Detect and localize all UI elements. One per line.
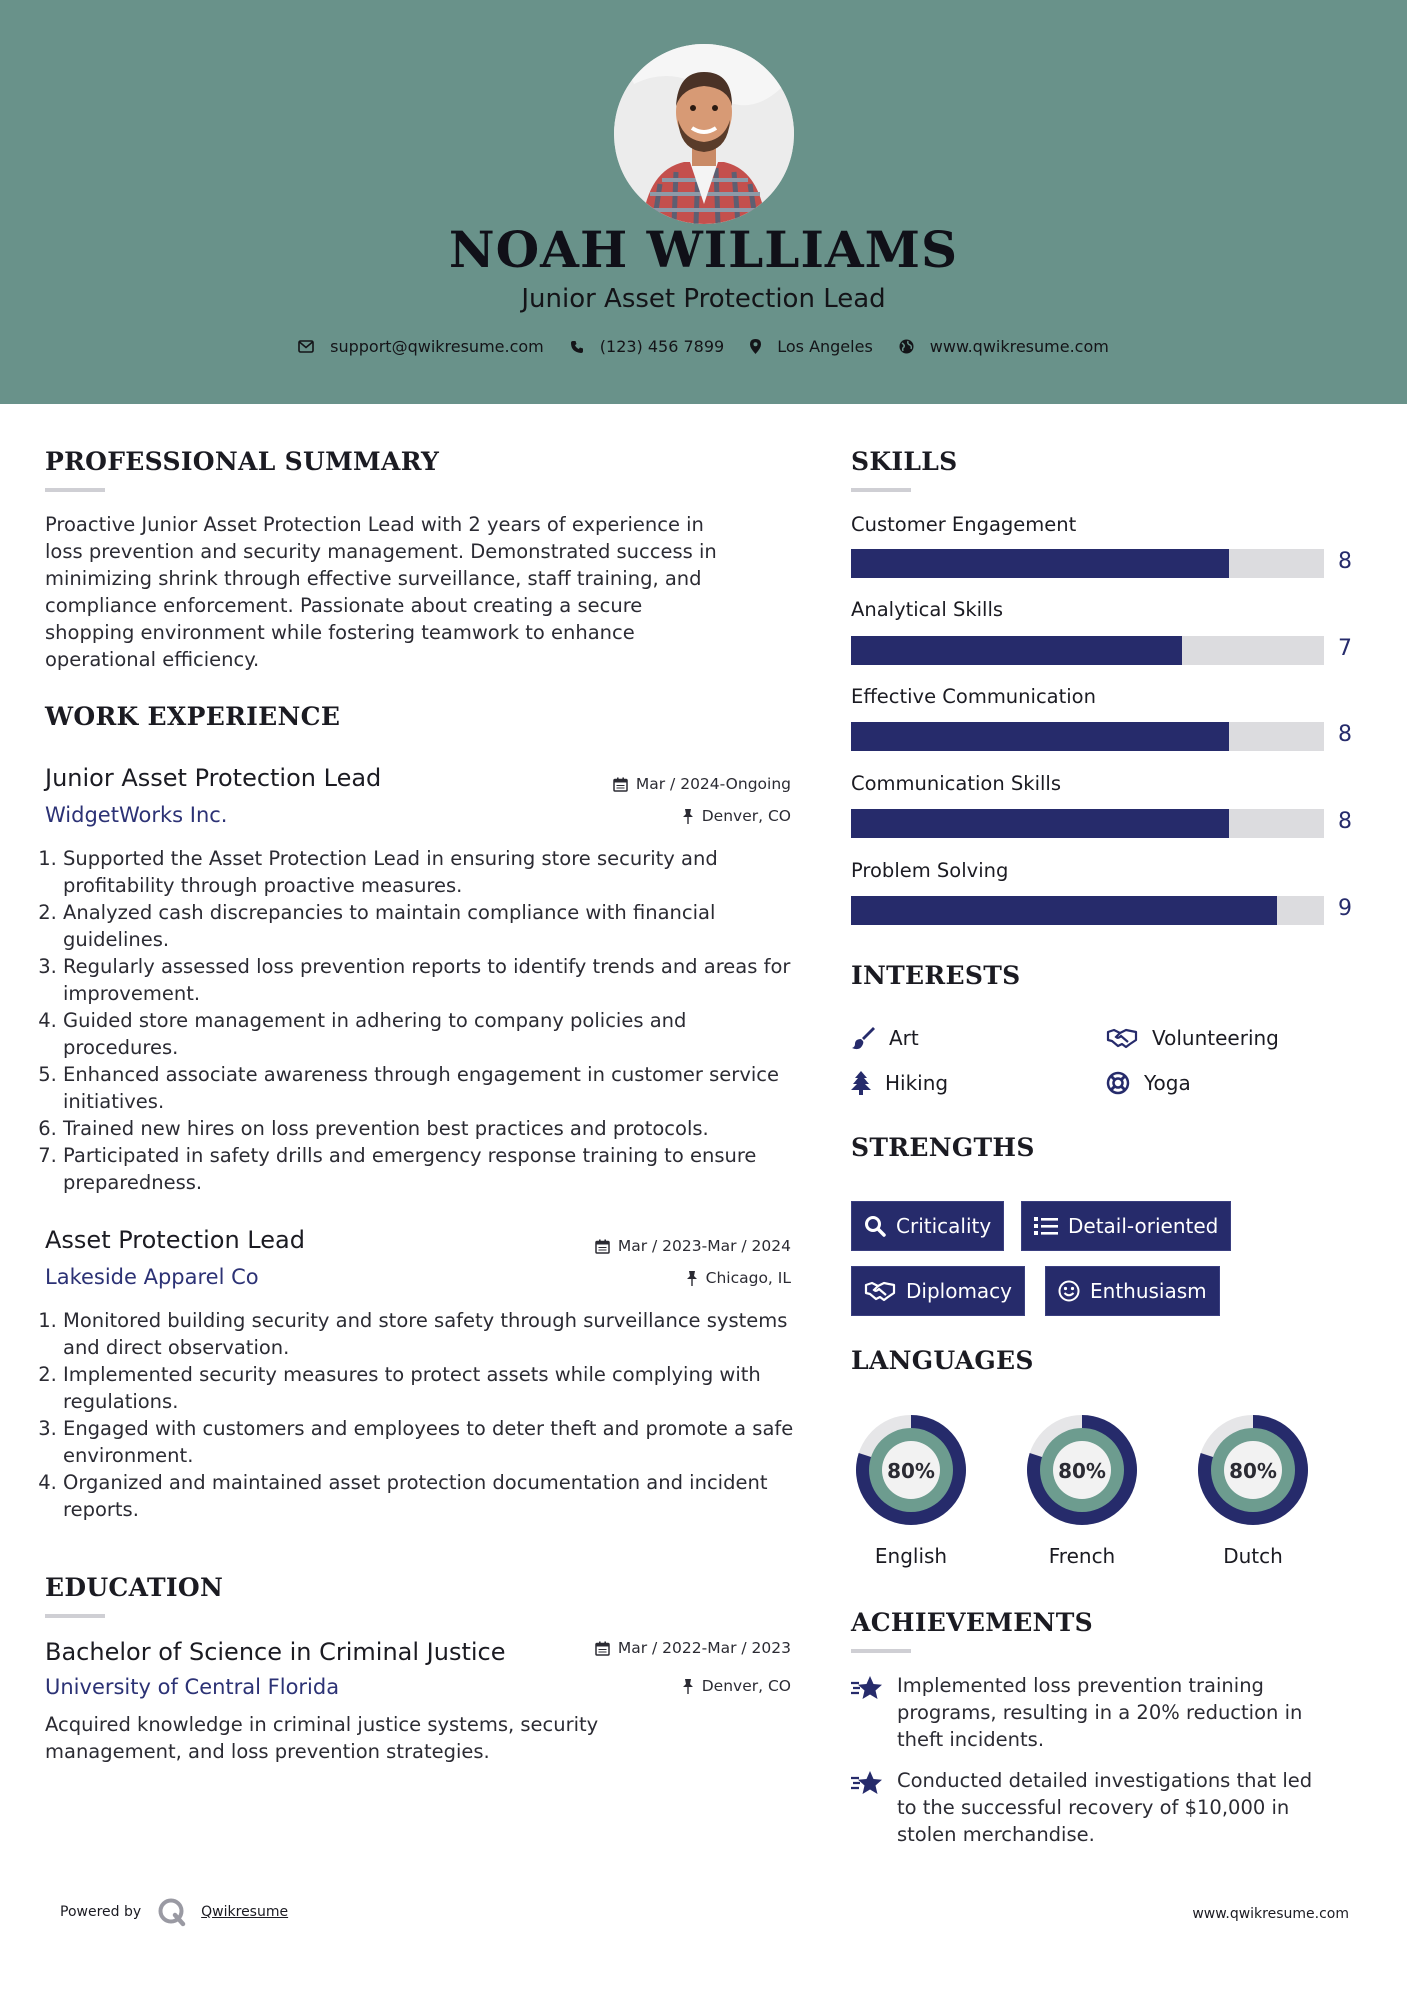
skill-value: 8 [1338,722,1352,747]
tree-icon [851,1071,871,1095]
languages-heading: LANGUAGES [851,1346,1034,1375]
school-name: University of Central Florida [45,1675,340,1699]
education-rule [45,1614,105,1618]
star-icon [851,1674,883,1702]
summary-line: shopping environment while fostering teamwork to enhance [45,621,635,644]
skill-bar-fill [851,809,1229,838]
summary-line: operational efficiency. [45,648,260,671]
candidate-title: Junior Asset Protection Lead [521,284,886,314]
calendar-icon [613,777,628,792]
language-label: French [1048,1544,1116,1568]
achievement-text [897,1672,1367,1753]
map-pin-icon [750,339,761,354]
education-dates [595,1639,791,1657]
smile-icon [1058,1280,1080,1302]
contact-website-text: www.qwikresume.com [929,337,1109,356]
skill-value: 9 [1338,896,1352,921]
strength-chip [851,1266,1025,1316]
strength-label: Enthusiasm [1090,1279,1207,1303]
achievements-rule [851,1649,911,1653]
job-location-text: Chicago, IL [705,1269,791,1287]
summary-heading: PROFESSIONAL SUMMARY [45,447,440,476]
achievement-text [897,1767,1367,1848]
achievement-item [851,1672,1367,1753]
interest-label: Art [889,1026,919,1050]
interest-label: Hiking [885,1071,949,1095]
job-dates [595,1237,791,1255]
list-item: 6. Trained new hires on loss prevention best practices and protocols. [63,1115,795,1142]
interest-label: Volunteering [1152,1026,1279,1050]
list-item: 3. Regularly assessed loss prevention reports to identify trends and areas for improvement. [63,953,795,1007]
powered-by-text: Powered by [60,1904,142,1920]
strength-label: Diplomacy [906,1279,1013,1303]
contact-phone-text: (123) 456 7899 [599,337,725,356]
job-title: Junior Asset Protection Lead [45,764,382,792]
strength-label: Detail-oriented [1068,1214,1219,1238]
education-heading: EDUCATION [45,1573,224,1602]
strength-chip [1021,1201,1231,1251]
list-item: 5. Enhanced associate awareness through engagement in customer service initiatives. [63,1061,795,1115]
qwikresume-link[interactable]: Qwikresume [201,1904,289,1920]
achievement-line: Implemented loss prevention training [897,1674,1264,1697]
job-dates-text: Mar / 2023-Mar / 2024 [617,1237,791,1255]
contact-email[interactable] [298,337,544,356]
handshake-icon [864,1280,896,1302]
interests-heading: INTERESTS [851,961,1021,990]
summary-text [45,511,785,673]
interest-item [1106,1071,1191,1095]
contact-bar [0,337,1407,356]
skill-label: Problem Solving [851,859,1009,882]
achievement-line: theft incidents. [897,1728,1045,1751]
strength-chip [851,1201,1004,1251]
education-description [45,1711,785,1765]
skill-label: Analytical Skills [851,598,1004,621]
list-item: 4. Guided store management in adhering to company policies and procedures. [63,1007,795,1061]
skill-bar-fill [851,896,1277,925]
contact-website[interactable] [899,337,1109,356]
job-dates [613,775,791,793]
list-item: 4. Organized and maintained asset protection documentation and incident reports. [63,1469,795,1523]
job-location-text: Denver, CO [701,807,791,825]
list-icon [1034,1216,1058,1236]
skill-label: Communication Skills [851,772,1061,795]
list-item: 2. Implemented security measures to protect assets while complying with regulations. [63,1361,795,1415]
footer-powered-by [60,1897,288,1927]
job-title: Asset Protection Lead [45,1226,305,1254]
skill-value: 8 [1338,549,1352,574]
language-percent: 80% [887,1459,935,1483]
education-location-text: Denver, CO [701,1677,791,1695]
handshake-icon [1106,1027,1138,1049]
profile-photo [614,44,794,224]
achievement-line: to the successful recovery of $10,000 in [897,1796,1290,1819]
contact-email-text: support@qwikresume.com [330,337,544,356]
summary-rule [45,488,105,492]
contact-location [750,337,873,356]
qwikresume-logo-icon [157,1897,187,1927]
list-item: 2. Analyzed cash discrepancies to maintain compliance with financial guidelines. [63,899,795,953]
skill-bar [851,636,1324,665]
interest-item [851,1071,948,1095]
skill-bar [851,896,1324,925]
skill-bar-fill [851,636,1182,665]
skill-bar [851,809,1324,838]
job-bullets [45,1307,795,1523]
job-bullets [45,845,795,1196]
lifebuoy-icon [1106,1071,1130,1095]
experience-heading: WORK EXPERIENCE [45,702,341,731]
job-dates-text: Mar / 2024-Ongoing [635,775,791,793]
contact-location-text: Los Angeles [777,337,873,356]
achievement-line: programs, resulting in a 20% reduction in [897,1701,1303,1724]
summary-line: loss prevention and security management. Demonstrated success in [45,540,717,563]
language-ring [1191,1408,1315,1536]
summary-line: minimizing shrink through effective surveillance, staff training, and [45,567,702,590]
skill-bar [851,549,1324,578]
skill-label: Customer Engagement [851,513,1077,536]
strengths-heading: STRENGTHS [851,1133,1035,1162]
pin-icon [682,809,694,824]
skill-bar-fill [851,722,1229,751]
language-label: Dutch [1223,1544,1283,1568]
list-item: 1. Supported the Asset Protection Lead in ensuring store security and profitability through proactive measures. [63,845,795,899]
pin-icon [682,1679,694,1694]
strength-chip [1045,1266,1220,1316]
summary-line: Proactive Junior Asset Protection Lead with 2 years of experience in [45,513,704,536]
interest-item [851,1026,919,1050]
interest-label: Yoga [1144,1071,1191,1095]
degree-title: Bachelor of Science in Criminal Justice [45,1638,506,1666]
paintbrush-icon [851,1026,875,1050]
skill-value: 7 [1338,636,1352,661]
skill-label: Effective Communication [851,685,1096,708]
contact-phone[interactable] [570,337,724,356]
company-name: Lakeside Apparel Co [45,1265,259,1289]
footer-website[interactable]: www.qwikresume.com [1192,1906,1349,1922]
skill-bar [851,722,1324,751]
achievements-heading: ACHIEVEMENTS [851,1608,1093,1637]
education-dates-text: Mar / 2022-Mar / 2023 [617,1639,791,1657]
achievement-item [851,1767,1367,1848]
skill-value: 8 [1338,809,1352,834]
achievement-line: stolen merchandise. [897,1823,1095,1846]
language-ring [1020,1408,1144,1536]
header-banner [0,0,1407,404]
education-line: management, and loss prevention strategies. [45,1740,490,1763]
skill-bar-fill [851,549,1229,578]
language-percent: 80% [1229,1459,1277,1483]
education-location [682,1677,791,1695]
list-item: 7. Participated in safety drills and emergency response training to ensure preparedness. [63,1142,795,1196]
calendar-icon [595,1641,610,1656]
calendar-icon [595,1239,610,1254]
skills-rule [851,488,911,492]
list-item: 3. Engaged with customers and employees to deter theft and promote a safe environment. [63,1415,795,1469]
company-name: WidgetWorks Inc. [45,803,228,827]
job-location [682,807,791,825]
search-icon [864,1215,886,1237]
list-item: 1. Monitored building security and store safety through surveillance systems and direct observation. [63,1307,795,1361]
star-icon [851,1769,883,1797]
language-ring [849,1408,973,1536]
globe-icon [899,339,914,354]
envelope-icon [298,340,314,353]
candidate-name: NOAH WILLIAMS [448,220,959,279]
pin-icon [686,1271,698,1286]
education-line: Acquired knowledge in criminal justice systems, security [45,1713,599,1736]
achievement-line: Conducted detailed investigations that led [897,1769,1313,1792]
phone-icon [570,340,584,354]
skills-heading: SKILLS [851,447,958,476]
language-label: English [874,1544,948,1568]
summary-line: compliance enforcement. Passionate about creating a secure [45,594,643,617]
interest-item [1106,1026,1279,1050]
strength-label: Criticality [896,1214,992,1238]
job-location [686,1269,791,1287]
language-percent: 80% [1058,1459,1106,1483]
